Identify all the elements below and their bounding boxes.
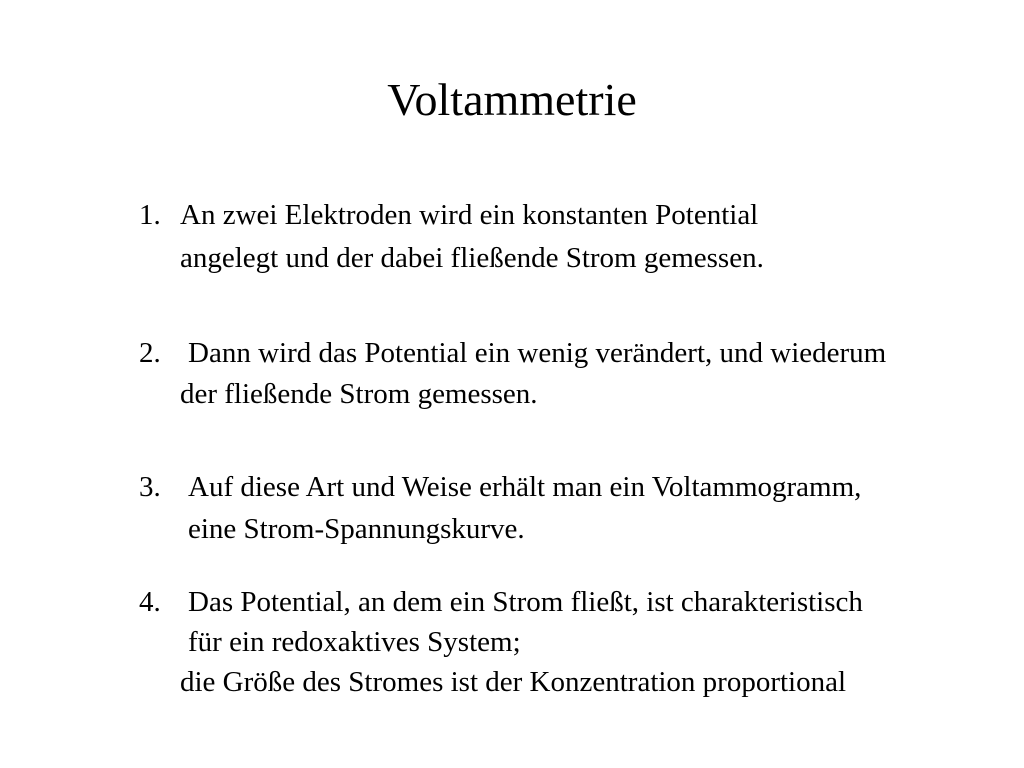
item-2-line-2: der fließende Strom gemessen.	[180, 378, 538, 410]
item-4-line-1: Das Potential, an dem ein Strom fließt, ist charakteristisch	[188, 586, 863, 618]
item-1-line-1: An zwei Elektroden wird ein konstanten Potential	[180, 199, 759, 231]
item-3-number: 3.	[139, 471, 161, 503]
item-1-number: 1.	[139, 199, 161, 231]
item-2-number: 2.	[139, 337, 161, 369]
item-4-line-3: die Größe des Stromes ist der Konzentration proportional	[180, 666, 847, 698]
item-2-line-1: Dann wird das Potential ein wenig verändert, und wiederum	[188, 337, 887, 369]
item-4-line-2: für ein redoxaktives System;	[188, 626, 521, 658]
item-3-line-1: Auf diese Art und Weise erhält man ein Voltammogramm,	[188, 471, 862, 503]
slide-title: Voltammetrie	[387, 74, 637, 125]
item-3-line-2: eine Strom-Spannungskurve.	[188, 513, 525, 545]
item-1-line-2: angelegt und der dabei fließende Strom gemessen.	[180, 242, 764, 274]
item-4-number: 4.	[139, 586, 161, 618]
